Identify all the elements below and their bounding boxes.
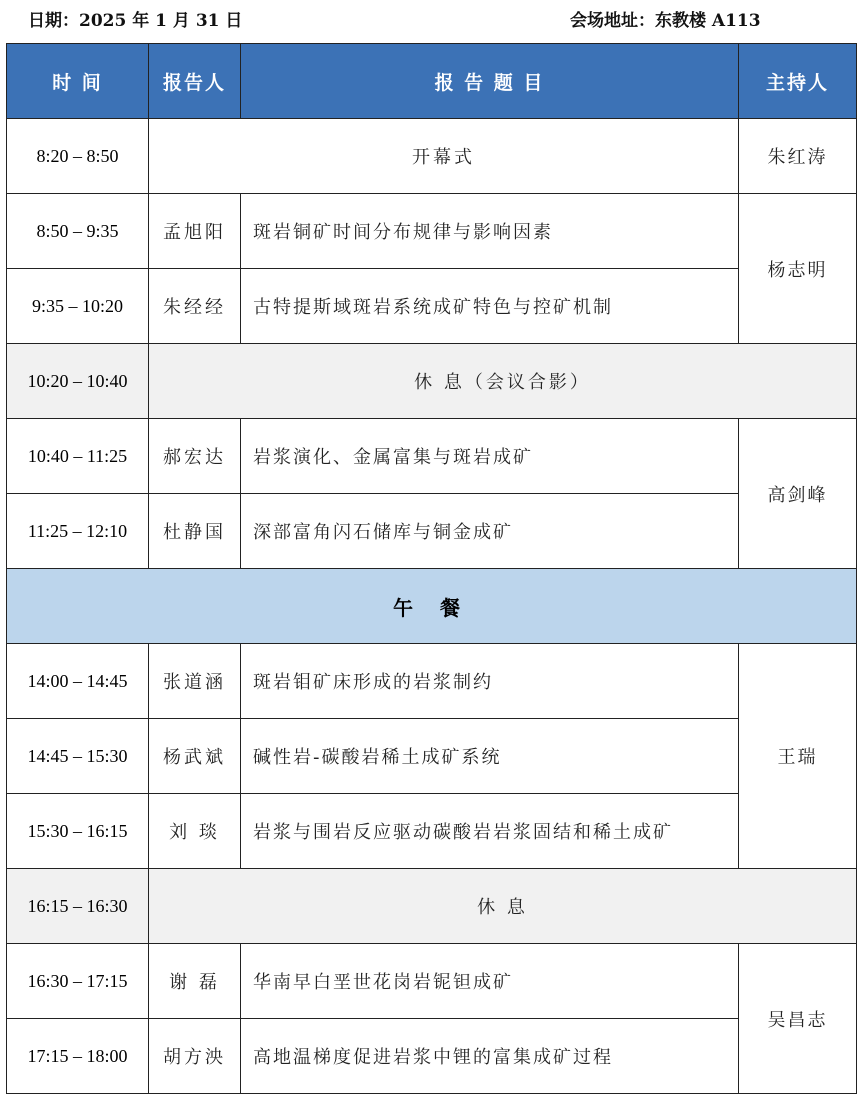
- col-header-host: 主持人: [739, 44, 857, 119]
- time-cell: 10:40 – 11:25: [7, 419, 149, 494]
- speaker-cell: 胡方泱: [149, 1019, 241, 1094]
- session-cell: 休 息: [149, 869, 857, 944]
- talk-title-cell: 深部富角闪石储库与铜金成矿: [241, 494, 739, 569]
- speaker-cell: 张道涵: [149, 644, 241, 719]
- time-cell: 11:25 – 12:10: [7, 494, 149, 569]
- table-row: [7, 1019, 857, 1094]
- table-row: [7, 644, 857, 719]
- session-cell: 午 餐: [7, 569, 857, 644]
- speaker-cell: 孟旭阳: [149, 194, 241, 269]
- host-cell: 杨志明: [739, 194, 857, 344]
- table-row: [7, 494, 857, 569]
- table-header-row: [7, 44, 857, 119]
- table-row: [7, 194, 857, 269]
- speaker-cell: 郝宏达: [149, 419, 241, 494]
- talk-title-cell: 古特提斯域斑岩系统成矿特色与控矿机制: [241, 269, 739, 344]
- lunch-row: [7, 569, 857, 644]
- session-cell: 开幕式: [149, 119, 739, 194]
- table-row: [7, 419, 857, 494]
- table-row: [7, 944, 857, 1019]
- host-cell: 朱红涛: [739, 119, 857, 194]
- time-cell: 9:35 – 10:20: [7, 269, 149, 344]
- schedule-table: [6, 43, 857, 1094]
- date-label: 日期：2025 年 1 月 31 日: [28, 11, 243, 31]
- time-cell: 8:50 – 9:35: [7, 194, 149, 269]
- col-header-topic: 报 告 题 目: [241, 44, 739, 119]
- schedule-header: [0, 0, 865, 34]
- talk-title-cell: 华南早白垩世花岗岩铌钽成矿: [241, 944, 739, 1019]
- host-cell: 王瑞: [739, 644, 857, 869]
- col-header-time: 时 间: [7, 44, 149, 119]
- time-cell: 8:20 – 8:50: [7, 119, 149, 194]
- talk-title-cell: 高地温梯度促进岩浆中锂的富集成矿过程: [241, 1019, 739, 1094]
- speaker-cell: 朱经经: [149, 269, 241, 344]
- host-cell: 高剑峰: [739, 419, 857, 569]
- break-row: [7, 344, 857, 419]
- talk-title-cell: 碱性岩-碳酸岩稀土成矿系统: [241, 719, 739, 794]
- table-row: [7, 794, 857, 869]
- time-cell: 10:20 – 10:40: [7, 344, 149, 419]
- break-row: [7, 869, 857, 944]
- talk-title-cell: 岩浆演化、金属富集与斑岩成矿: [241, 419, 739, 494]
- col-header-speaker: 报告人: [149, 44, 241, 119]
- speaker-cell: 杨武斌: [149, 719, 241, 794]
- talk-title-cell: 斑岩铜矿时间分布规律与影响因素: [241, 194, 739, 269]
- speaker-cell: 杜静国: [149, 494, 241, 569]
- table-row: [7, 719, 857, 794]
- speaker-cell: 谢 磊: [149, 944, 241, 1019]
- session-cell: 休 息（会议合影）: [149, 344, 857, 419]
- time-cell: 15:30 – 16:15: [7, 794, 149, 869]
- host-cell: 吴昌志: [739, 944, 857, 1094]
- time-cell: 14:45 – 15:30: [7, 719, 149, 794]
- table-row: [7, 119, 857, 194]
- speaker-cell: 刘 琰: [149, 794, 241, 869]
- time-cell: 16:30 – 17:15: [7, 944, 149, 1019]
- table-row: [7, 269, 857, 344]
- talk-title-cell: 斑岩钼矿床形成的岩浆制约: [241, 644, 739, 719]
- time-cell: 16:15 – 16:30: [7, 869, 149, 944]
- time-cell: 14:00 – 14:45: [7, 644, 149, 719]
- talk-title-cell: 岩浆与围岩反应驱动碳酸岩岩浆固结和稀土成矿: [241, 794, 739, 869]
- time-cell: 17:15 – 18:00: [7, 1019, 149, 1094]
- venue-label: 会场地址：东教楼 A113: [570, 11, 761, 31]
